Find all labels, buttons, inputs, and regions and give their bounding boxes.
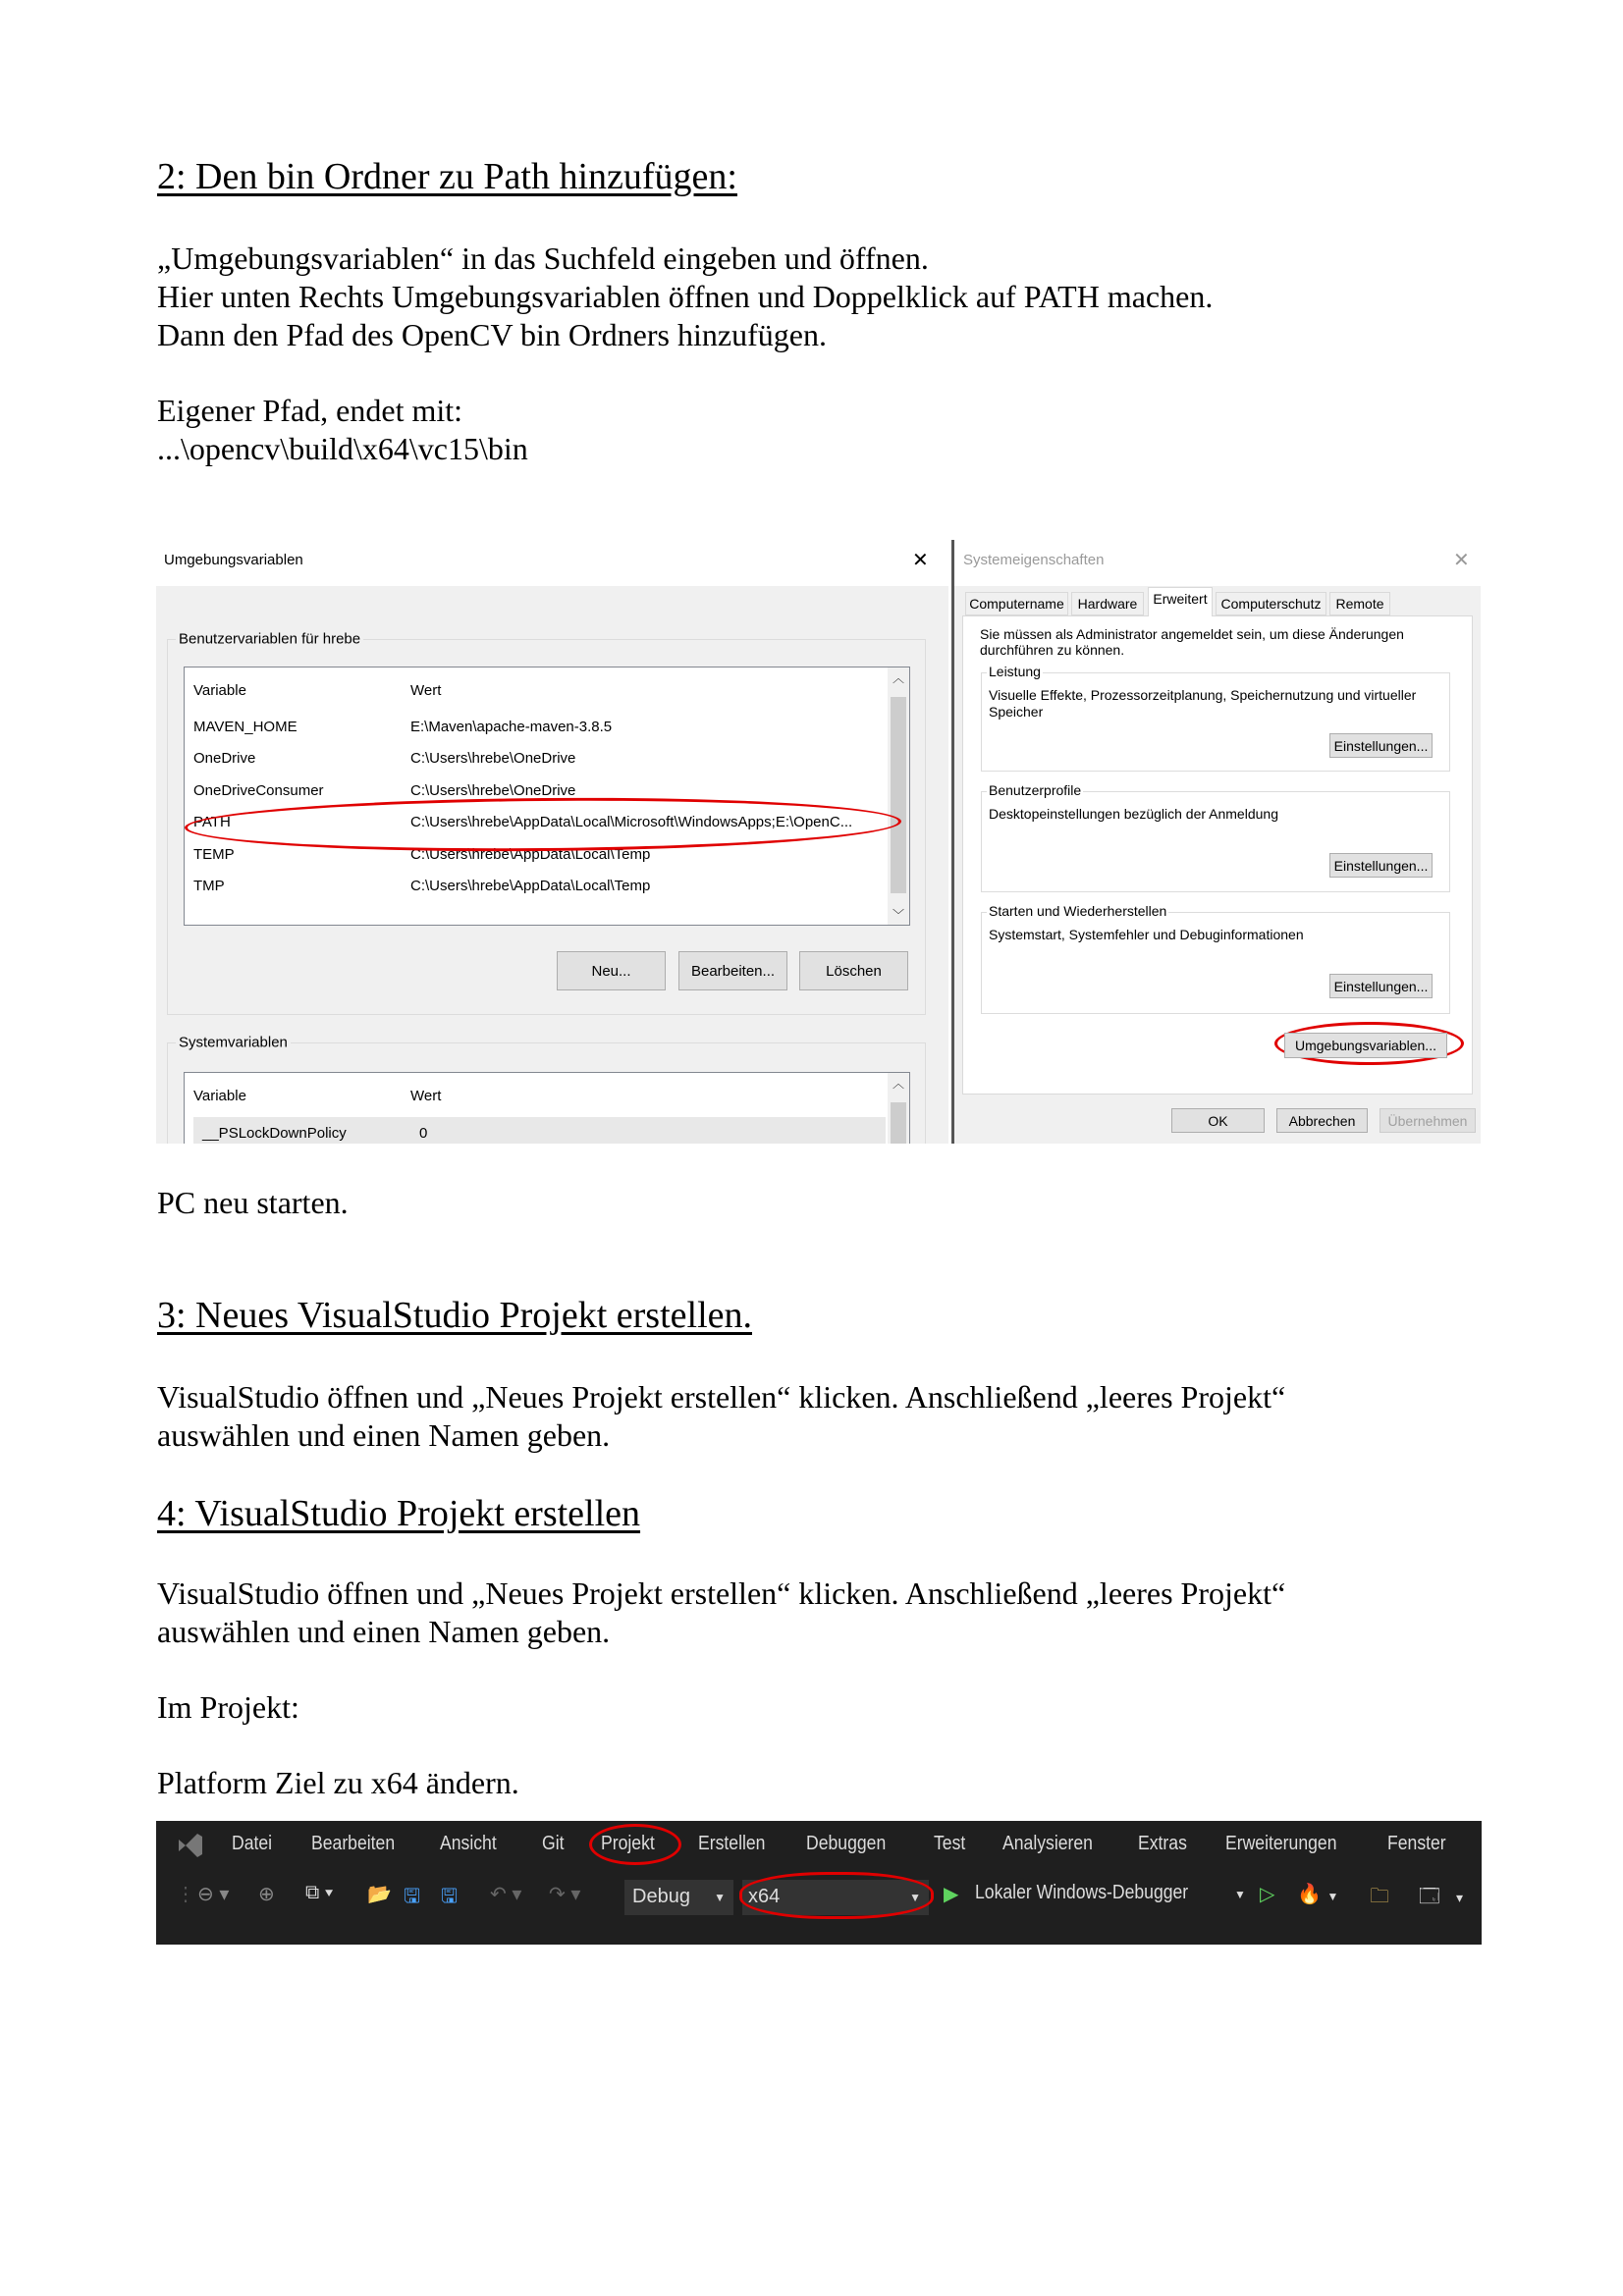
start-debugger-button[interactable]: Lokaler Windows-Debugger [975, 1882, 1189, 1903]
col-variable[interactable]: Variable [193, 681, 246, 699]
col-value[interactable]: Wert [410, 681, 442, 699]
menu-erstellen[interactable]: Erstellen [698, 1833, 766, 1854]
section-4-heading: 4: VisualStudio Projekt erstellen [157, 1493, 641, 1534]
group-label: Leistung [989, 664, 1041, 679]
var-name: OneDriveConsumer [193, 781, 324, 799]
tab-remote[interactable]: Remote [1329, 592, 1390, 615]
col-variable[interactable]: Variable [193, 1087, 246, 1104]
ok-button[interactable]: OK [1171, 1108, 1265, 1133]
menu-debuggen[interactable]: Debuggen [806, 1833, 887, 1854]
text-line: Dann den Pfad des OpenCV bin Ordners hinzufügen. [157, 317, 827, 352]
text-line: „Umgebungsvariablen“ in das Suchfeld eingeben und öffnen. [157, 240, 929, 276]
var-value: E:\Maven\apache-maven-3.8.5 [410, 718, 613, 735]
tab-computerschutz[interactable]: Computerschutz [1216, 592, 1326, 615]
undo-icon[interactable]: ↶ ▾ [490, 1884, 522, 1905]
var-name: MAVEN_HOME [193, 718, 298, 735]
group-label: Benutzerprofile [989, 782, 1082, 798]
configuration-dropdown[interactable]: Debug ▼ [624, 1880, 733, 1915]
menu-projekt[interactable]: Projekt [601, 1833, 655, 1854]
env-var-row[interactable] [193, 1117, 886, 1144]
group-description: Speicher [989, 704, 1044, 720]
dialog-title: Systemeigenschaften [963, 552, 1105, 568]
forward-icon[interactable]: ⊕ [258, 1884, 275, 1905]
env-variables-dialog [156, 540, 948, 1144]
menu-erweiterungen[interactable]: Erweiterungen [1225, 1833, 1337, 1854]
start-without-debugging-icon[interactable]: ▷ [1260, 1884, 1275, 1905]
var-value: C:\Users\hrebe\AppData\Local\Microsoft\WindowsApps;E:\OpenC... [410, 814, 853, 830]
menu-test[interactable]: Test [934, 1833, 966, 1854]
env-var-row[interactable] [185, 743, 886, 774]
tab-hardware[interactable]: Hardware [1071, 592, 1144, 615]
cancel-button[interactable]: Abbrechen [1276, 1108, 1368, 1133]
group-label: Starten und Wiederherstellen [989, 903, 1167, 919]
settings-button[interactable]: Einstellungen... [1329, 853, 1433, 878]
window-icon[interactable]: 🗔 [1419, 1886, 1440, 1907]
admin-note: Sie müssen als Administrator angemeldet sein, um diese Änderungen durchführen zu können. [980, 626, 1404, 658]
settings-button[interactable]: Einstellungen... [1329, 974, 1433, 998]
edit-button[interactable]: Bearbeiten... [678, 951, 787, 990]
scrollbar[interactable]: ︿ ﹀ [888, 667, 909, 925]
new-item-icon[interactable]: ⧉ ▾ [305, 1882, 334, 1903]
var-name: PATH [193, 814, 231, 830]
var-name: TMP [193, 878, 225, 894]
menu-ansicht[interactable]: Ansicht [440, 1833, 497, 1854]
var-value: C:\Users\hrebe\OneDrive [410, 750, 576, 767]
var-name: __PSLockDownPolicy [202, 1124, 347, 1142]
system-vars-list[interactable] [184, 1072, 910, 1144]
restart-text: PC neu starten. [157, 1185, 349, 1220]
toolbar-overflow-icon[interactable]: ▾ [1456, 1890, 1464, 1905]
env-variables-button[interactable]: Umgebungsvariablen... [1284, 1033, 1447, 1058]
save-all-icon[interactable]: 🖫 [441, 1886, 459, 1907]
text-line: VisualStudio öffnen und „Neues Projekt erstellen“ klicken. Anschließend „leeres Projekt“ [157, 1575, 1286, 1611]
close-icon[interactable]: ✕ [1453, 550, 1470, 571]
text-line: Hier unten Rechts Umgebungsvariablen öffnen und Doppelklick auf PATH machen. [157, 279, 1214, 314]
settings-button[interactable]: Einstellungen... [1329, 733, 1433, 758]
menu-fenster[interactable]: Fenster [1387, 1833, 1446, 1854]
var-value: C:\Users\hrebe\AppData\Local\Temp [410, 878, 651, 894]
system-vars-label: Systemvariablen [176, 1035, 291, 1051]
dialog-title: Umgebungsvariablen [164, 552, 303, 568]
platform-dropdown[interactable]: x64 ▼ [742, 1880, 929, 1915]
var-value: 0 [419, 1124, 428, 1142]
own-path-label: Eigener Pfad, endet mit: [157, 393, 463, 428]
own-path: ...\opencv\build\x64\vc15\bin [157, 431, 528, 466]
menu-datei[interactable]: Datei [232, 1833, 273, 1854]
save-icon[interactable]: 🖫 [404, 1886, 421, 1907]
highlight-circle [739, 1872, 934, 1919]
section-2-heading: 2: Den bin Ordner zu Path hinzufügen: [157, 156, 737, 197]
highlight-circle [589, 1824, 681, 1865]
menu-analysieren[interactable]: Analysieren [1002, 1833, 1093, 1854]
open-folder-icon[interactable]: 📂 [367, 1884, 392, 1905]
back-icon[interactable]: ⊖ ▾ [197, 1884, 230, 1905]
section-3-heading: 3: Neues VisualStudio Projekt erstellen. [157, 1295, 752, 1336]
hot-reload-icon[interactable]: 🔥 ▼ [1297, 1884, 1339, 1905]
grip-icon: ⋮ [176, 1884, 195, 1905]
tab-erweitert[interactable]: Erweitert [1148, 587, 1213, 616]
tab-computername[interactable]: Computername [965, 592, 1068, 615]
menu-git[interactable]: Git [542, 1833, 565, 1854]
scrollbar[interactable]: ︿ [888, 1073, 909, 1144]
in-project-text: Im Projekt: [157, 1689, 299, 1725]
list-header [185, 674, 886, 706]
user-vars-list[interactable] [184, 667, 910, 926]
chevron-down-icon[interactable]: ▼ [1234, 1888, 1246, 1901]
platform-text: Platform Ziel zu x64 ändern. [157, 1765, 519, 1800]
close-icon[interactable]: ✕ [912, 550, 929, 571]
env-var-row[interactable] [185, 871, 886, 902]
vs-menubar-toolbar [156, 1821, 1482, 1945]
var-name: TEMP [193, 845, 235, 863]
var-value: C:\Users\hrebe\OneDrive [410, 781, 576, 799]
list-header [185, 1080, 886, 1111]
user-vars-label: Benutzervariablen für hrebe [176, 631, 363, 648]
apply-button[interactable]: Übernehmen [1380, 1108, 1476, 1133]
var-value: C:\Users\hrebe\AppData\Local\Temp [410, 845, 651, 863]
redo-icon[interactable]: ↷ ▾ [549, 1884, 581, 1905]
visual-studio-logo-icon [176, 1831, 205, 1860]
menu-bearbeiten[interactable]: Bearbeiten [311, 1833, 396, 1854]
col-value[interactable]: Wert [410, 1087, 442, 1104]
menu-extras[interactable]: Extras [1138, 1833, 1187, 1854]
system-properties-dialog [951, 540, 1481, 1144]
delete-button[interactable]: Löschen [799, 951, 908, 990]
var-name: OneDrive [193, 750, 256, 767]
find-in-files-icon[interactable]: 🗀 [1370, 1886, 1389, 1907]
group-description: Desktopeinstellungen bezüglich der Anmeldung [989, 806, 1278, 822]
text-line: auswählen und einen Namen geben. [157, 1614, 611, 1649]
group-description: Visuelle Effekte, Prozessorzeitplanung, Speichernutzung und virtueller [989, 687, 1417, 703]
text-line: VisualStudio öffnen und „Neues Projekt erstellen“ klicken. Anschließend „leeres Projekt“ [157, 1379, 1286, 1415]
group-description: Systemstart, Systemfehler und Debuginformationen [989, 927, 1304, 942]
text-line: auswählen und einen Namen geben. [157, 1417, 611, 1453]
new-button[interactable]: Neu... [557, 951, 666, 990]
play-icon[interactable]: ▶ [944, 1884, 959, 1905]
env-var-row[interactable] [185, 711, 886, 742]
